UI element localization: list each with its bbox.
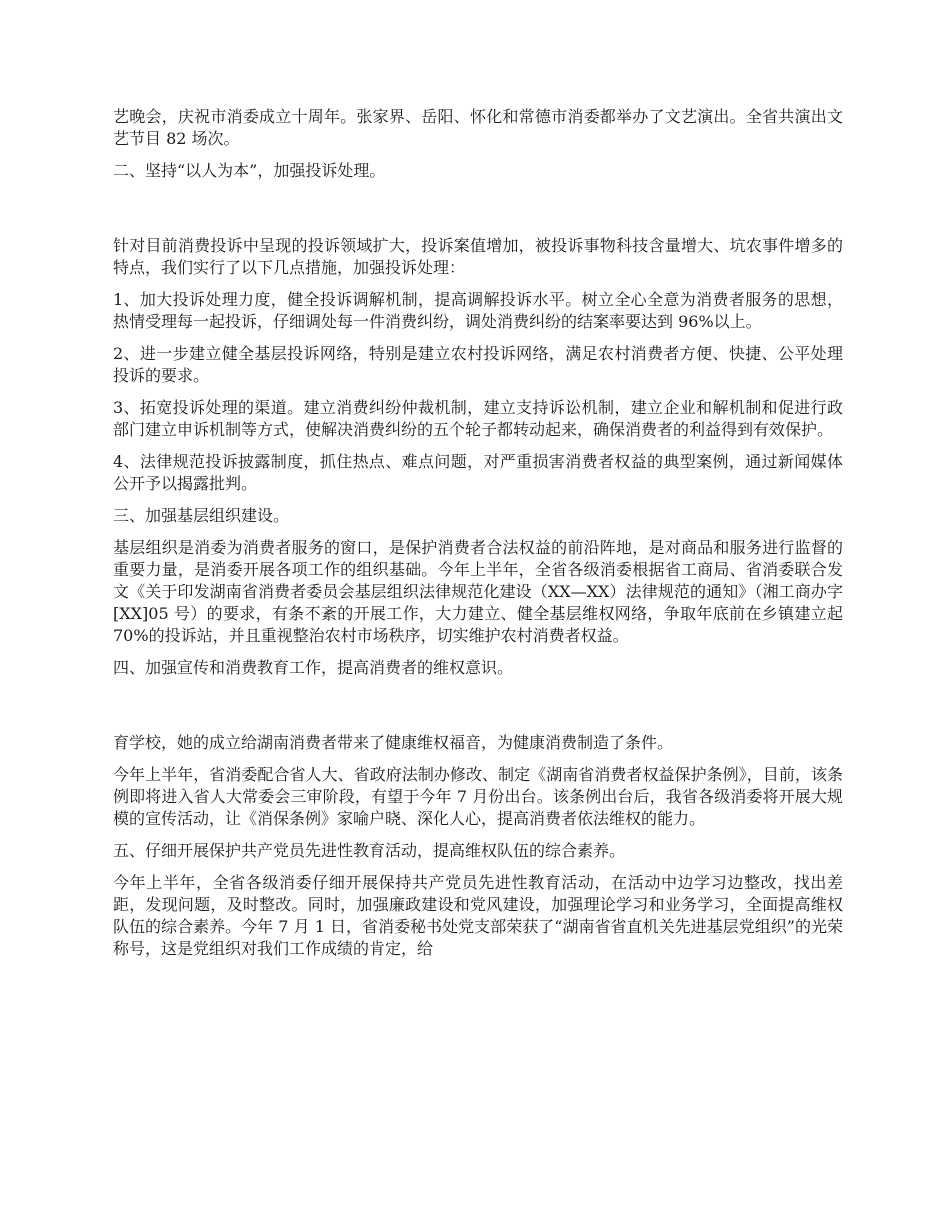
list-item-1: 1、加大投诉处理力度，健全投诉调解机制，提高调解投诉水平。树立全心全意为消费者服务的思想，热情受理每一起投诉，仔细调处每一件消费纠纷，调处消费纠纷的结案率要达到 96%以上。: [113, 290, 843, 331]
heading-section-4: 四、加强宣传和消费教育工作，提高消费者的维权意识。: [113, 658, 514, 677]
paragraph-9: 基层组织是消委为消费者服务的窗口，是保护消费者合法权益的前沿阵地，是对商品和服务进行监督的重要力量，是消委开展各项工作的组织基础。今年上半年，全省各级消委根据省工商局、省消委联合发文《关于印发湖南省消费者委员会基层组织法律规范化建设（XX—XX）法律规范的通知》（湘工商办字[XX]05 号）的要求，有条不紊的开展工作，大力建立、健全基层维权网络，争取年底前在乡镇建立起 70%的投诉站，并且重视整治农村市场秩序，切实维护农村消费者权益。: [113, 538, 843, 645]
blank-gap: [113, 192, 843, 235]
blank-gap: [113, 689, 843, 732]
list-item-2: 2、进一步建立健全基层投诉网络，特别是建立农村投诉网络，满足农村消费者方便、快捷、公平处理投诉的要求。: [113, 344, 843, 385]
heading-section-3: 三、加强基层组织建设。: [113, 506, 290, 525]
heading-section-2: 二、坚持“以人为本”，加强投诉处理。: [113, 161, 386, 180]
paragraph-12: 今年上半年，省消委配合省人大、省政府法制办修改、制定《湖南省消费者权益保护条例》，目前，该条例即将进入省人大常委会三审阶段，有望于今年 7 月份出台。该条例出台后，我省各级消委将开展大规模的宣传活动，让《消保条例》家喻户晓、深化人心，提高消费者依法维权的能力。: [113, 765, 843, 828]
paragraph-14: 今年上半年，全省各级消委仔细开展保持共产党员先进性教育活动，在活动中边学习边整改，找出差距，发现问题，及时整改。同时，加强廉政建设和党风建设，加强理论学习和业务学习，全面提高维权队伍的综合素养。今年 7 月 1 日，省消委秘书处党支部荣获了“湖南省省直机关先进基层党组织”的光荣称号，这是党组织对我们工作成绩的肯定，给: [113, 873, 843, 958]
paragraph-3: 针对目前消费投诉中呈现的投诉领域扩大，投诉案值增加，被投诉事物科技含量增大、坑农事件增多的特点，我们实行了以下几点措施，加强投诉处理：: [113, 236, 843, 277]
list-item-4: 4、法律规范投诉披露制度，抓住热点、难点问题，对严重损害消费者权益的典型案例，通过新闻媒体公开予以揭露批判。: [113, 452, 843, 493]
paragraph-11: 育学校，她的成立给湖南消费者带来了健康维权福音，为健康消费制造了条件。: [113, 733, 674, 752]
paragraph-1: 艺晚会，庆祝市消委成立十周年。张家界、岳阳、怀化和常德市消委都举办了文艺演出。全省共演出文艺节目 82 场次。: [113, 107, 843, 148]
list-item-3: 3、拓宽投诉处理的渠道。建立消费纠纷仲裁机制，建立支持诉讼机制，建立企业和解机制和促进行政部门建立申诉机制等方式，使解决消费纠纷的五个轮子都转动起来，确保消费者的利益得到有效保护。: [113, 398, 843, 439]
document-page: [113, 106, 843, 970]
heading-section-5: 五、仔细开展保护共产党员先进性教育活动，提高维权队伍的综合素养。: [113, 841, 626, 860]
